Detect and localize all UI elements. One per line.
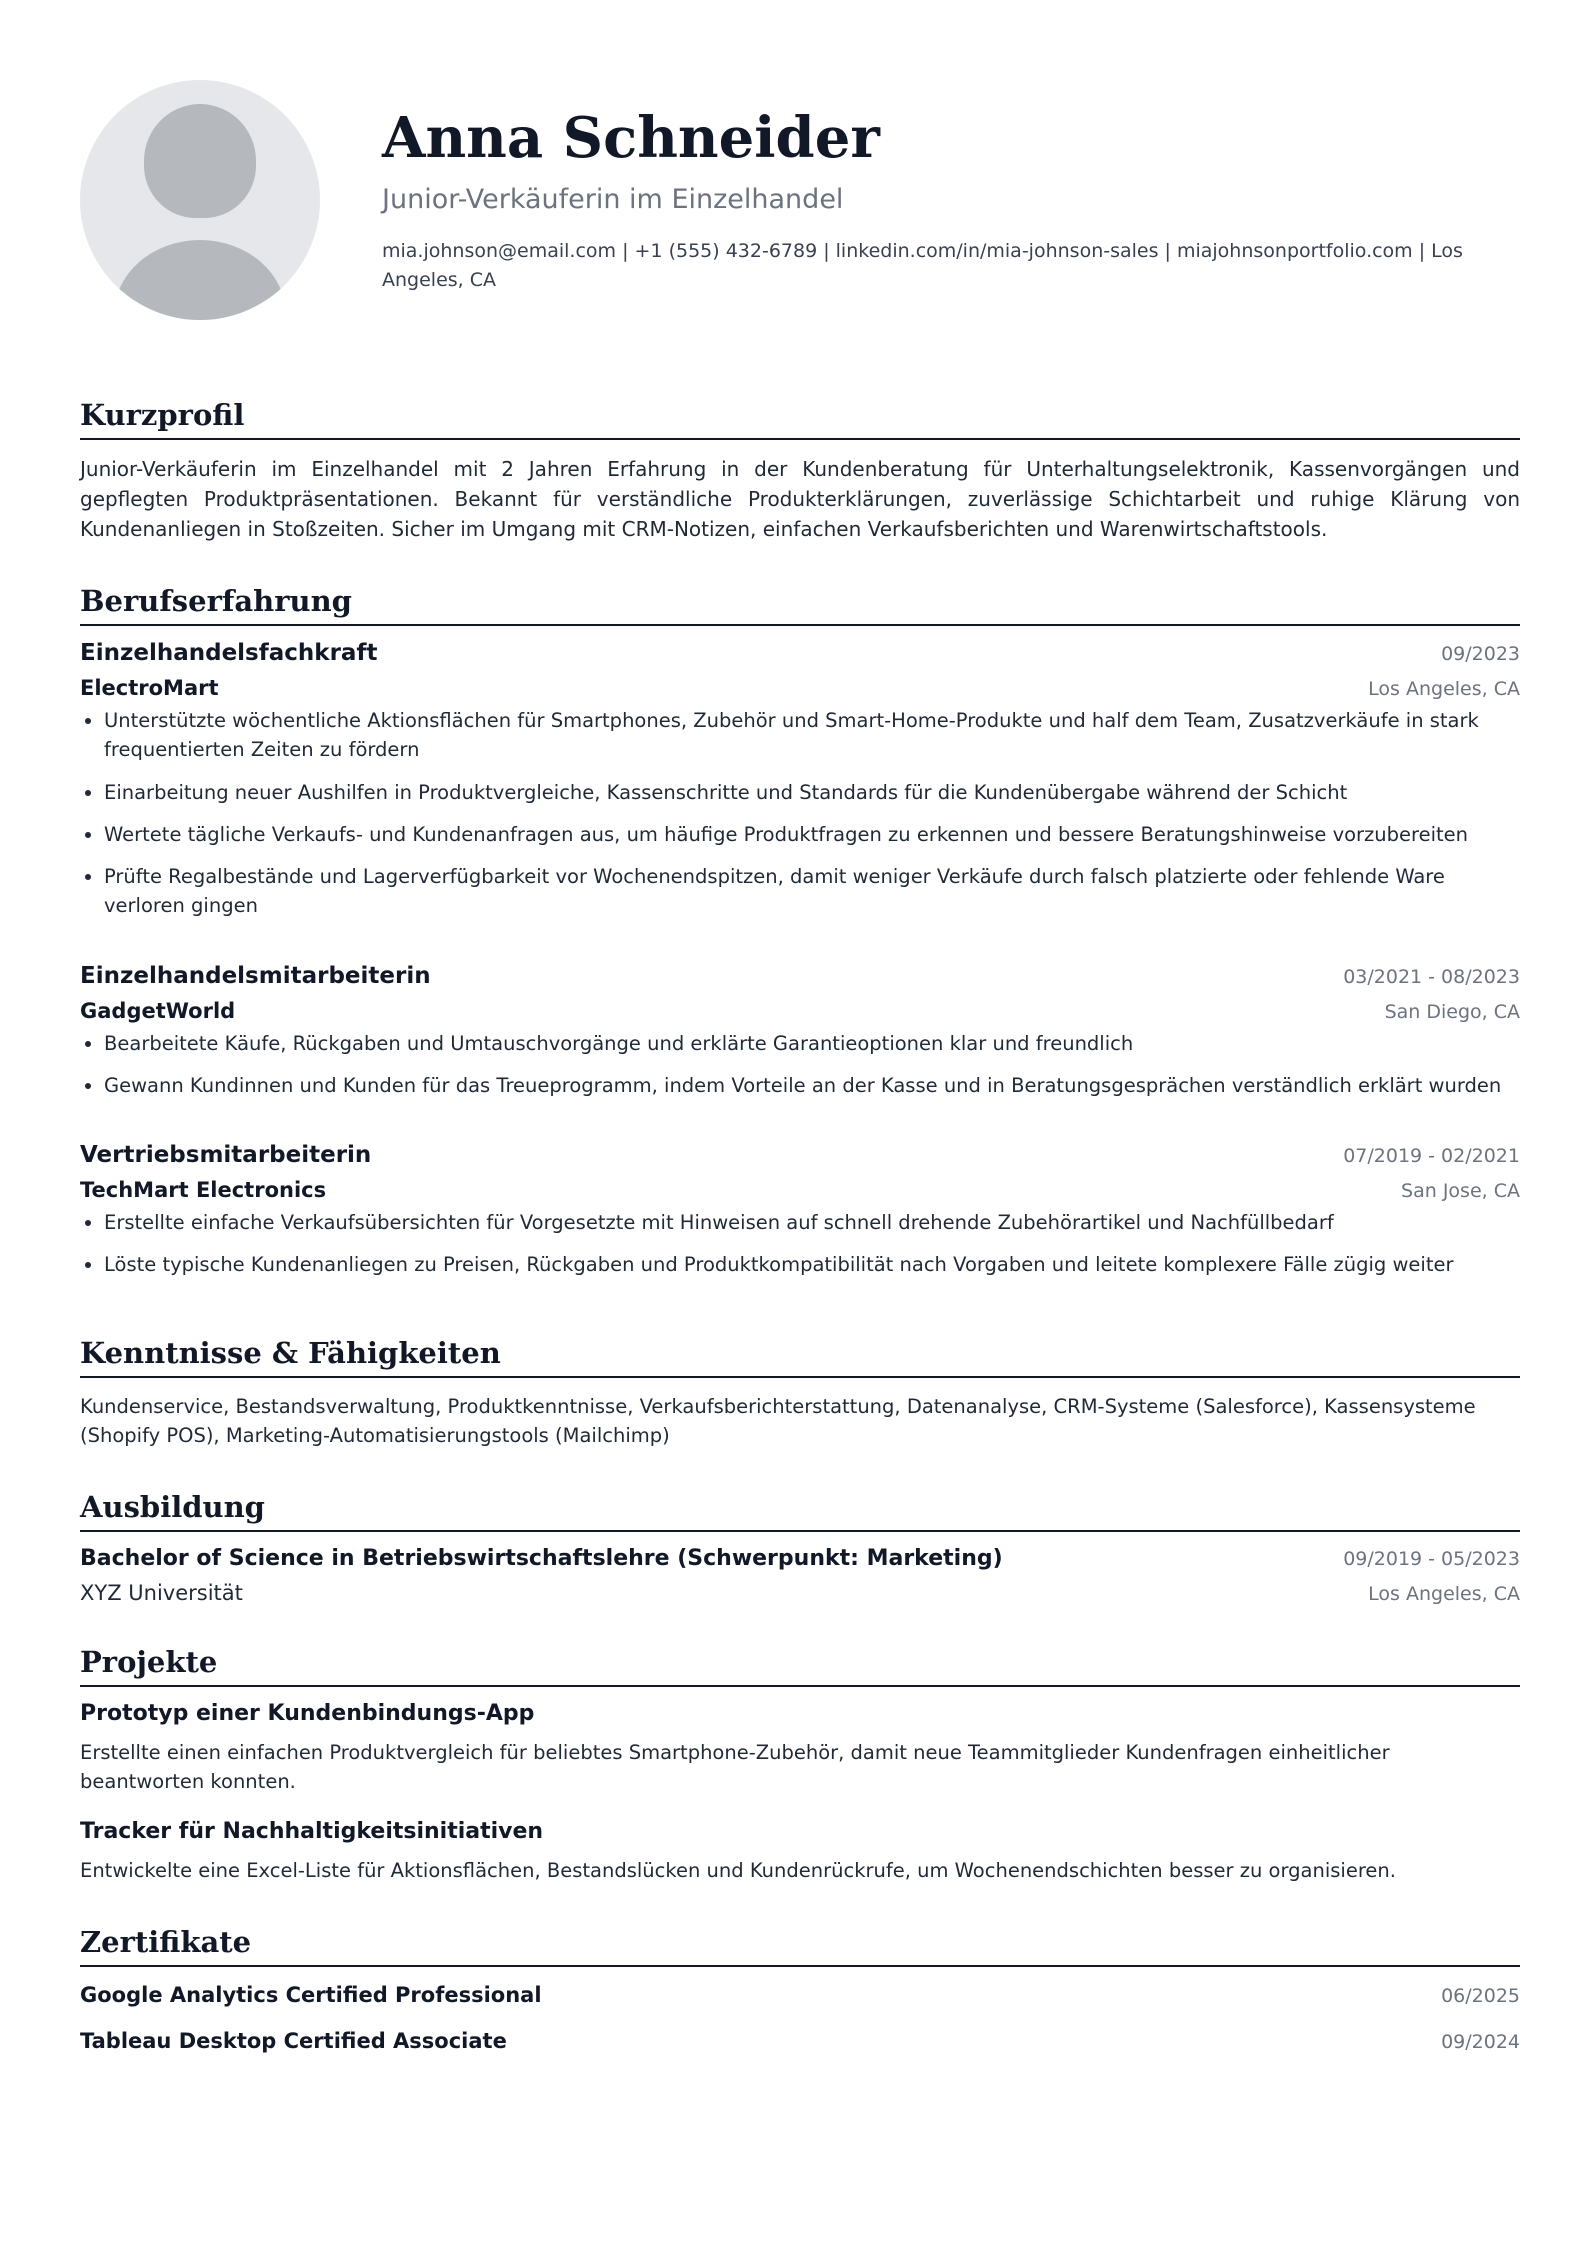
job-bullet: • Löste typische Kundenanliegen zu Preisen, Rückgaben und Produktkompatibilität nach Vorgaben und leitete komplexere Fälle zügig weiter bbox=[104, 1250, 1520, 1279]
section-title-summary: Kurzprofil bbox=[80, 398, 1520, 440]
section-experience bbox=[80, 584, 1520, 1280]
job-company-row bbox=[80, 1178, 1520, 1202]
section-projects bbox=[80, 1645, 1520, 1885]
certificate-row bbox=[80, 2029, 1520, 2053]
job-location: San Jose, CA bbox=[1401, 1180, 1520, 1202]
job-bullet: • Bearbeitete Käufe, Rückgaben und Umtauschvorgänge und erklärte Garantieoptionen klar und freundlich bbox=[104, 1029, 1520, 1058]
education-school-row bbox=[80, 1581, 1520, 1605]
education-school: XYZ Universität bbox=[80, 1581, 243, 1605]
job-date: 07/2019 - 02/2021 bbox=[1343, 1145, 1520, 1167]
job-header-row bbox=[80, 640, 1520, 666]
section-skills bbox=[80, 1336, 1520, 1451]
project-description: Erstellte einen einfachen Produktvergleich für beliebtes Smartphone-Zubehör, damit neue Teammitglieder Kundenfragen einheitlicher beantworten konnten. bbox=[80, 1741, 1390, 1794]
project-title: Prototyp einer Kundenbindungs-App bbox=[80, 1701, 535, 1726]
job-company-row bbox=[80, 999, 1520, 1023]
job-bullet: • Erstellte einfache Verkaufsübersichten für Vorgesetzte mit Hinweisen auf schnell drehende Zubehörartikel und Nachfüllbedarf bbox=[104, 1208, 1520, 1237]
job-entry bbox=[80, 640, 1520, 921]
skills-text: Kundenservice, Bestandsverwaltung, Produktkenntnisse, Verkaufsberichterstattung, Datenanalyse, CRM-Systeme (Salesforce), Kassensysteme (Shopify POS), Marketing-Automatisierungstools (Mailchimp) bbox=[80, 1394, 1476, 1447]
header-text bbox=[382, 106, 1520, 294]
job-bullet: • Prüfte Regalbestände und Lagerverfügbarkeit vor Wochenendspitzen, damit weniger Verkäufe durch falsch platzierte oder fehlende Ware verloren gingen bbox=[104, 862, 1520, 921]
certificate-date: 06/2025 bbox=[1441, 1984, 1520, 2007]
section-title-certificates: Zertifikate bbox=[80, 1925, 1520, 1967]
job-company-row bbox=[80, 676, 1520, 700]
resume-header bbox=[80, 80, 1520, 320]
contact-line: mia.johnson@email.com | +1 (555) 432-6789 | linkedin.com/in/mia-johnson-sales | miajohnsonportfolio.com | Los Angeles, CA bbox=[382, 240, 1463, 291]
job-entry bbox=[80, 1142, 1520, 1280]
avatar-placeholder-icon bbox=[80, 80, 320, 320]
job-location: Los Angeles, CA bbox=[1368, 678, 1520, 700]
job-title: Einzelhandelsfachkraft bbox=[80, 640, 378, 666]
job-company: GadgetWorld bbox=[80, 998, 236, 1023]
project-entry bbox=[80, 1701, 1520, 1797]
certificate-name: Tableau Desktop Certified Associate bbox=[80, 2028, 507, 2053]
job-bullet: • Unterstützte wöchentliche Aktionsflächen für Smartphones, Zubehör und Smart-Home-Produkte und half dem Team, Zusatzverkäufe in stark frequentierten Zeiten zu fördern bbox=[104, 706, 1520, 765]
job-header-row bbox=[80, 1142, 1520, 1168]
certificate-row bbox=[80, 1983, 1520, 2007]
summary-text: Junior-Verkäuferin im Einzelhandel mit 2 Jahren Erfahrung in der Kundenberatung für Unterhaltungselektronik, Kassenvorgängen und gepflegten Produktpräsentationen. Bekannt für verständliche Produkterklärungen, zuverlässige Schichtarbeit und ruhige Klärung von Kundenanliegen in Stoßzeiten. Sicher im Umgang mit CRM-Notizen, einfachen Verkaufsberichten und Warenwirtschaftstools. bbox=[80, 457, 1520, 541]
section-title-projects: Projekte bbox=[80, 1645, 1520, 1687]
avatar-head-shape bbox=[144, 104, 256, 218]
job-bullet: • Gewann Kundinnen und Kunden für das Treueprogramm, indem Vorteile an der Kasse und in Beratungsgesprächen verständlich erklärt wurden bbox=[104, 1071, 1520, 1100]
section-title-education: Ausbildung bbox=[80, 1490, 1520, 1532]
education-date: 09/2019 - 05/2023 bbox=[1343, 1548, 1520, 1570]
job-bullets bbox=[80, 1029, 1520, 1101]
job-entry bbox=[80, 963, 1520, 1101]
section-title-experience: Berufserfahrung bbox=[80, 584, 1520, 626]
job-title: Vertriebsmitarbeiterin bbox=[80, 1142, 372, 1168]
job-location: San Diego, CA bbox=[1384, 1000, 1520, 1023]
job-date: 09/2023 bbox=[1441, 643, 1520, 665]
job-company: TechMart Electronics bbox=[80, 1178, 327, 1202]
job-title: Einzelhandelsmitarbeiterin bbox=[80, 962, 431, 989]
candidate-name: Anna Schneider bbox=[382, 104, 880, 171]
section-education bbox=[80, 1490, 1520, 1605]
section-certificates bbox=[80, 1925, 1520, 2053]
project-description: Entwickelte eine Excel-Liste für Aktionsflächen, Bestandslücken und Kundenrückrufe, um Wochenendschichten besser zu organisieren. bbox=[80, 1858, 1396, 1882]
certificate-name: Google Analytics Certified Professional bbox=[80, 1982, 542, 2007]
candidate-title: Junior-Verkäuferin im Einzelhandel bbox=[382, 184, 844, 216]
project-entry bbox=[80, 1819, 1520, 1885]
job-bullet: • Wertete tägliche Verkaufs- und Kundenanfragen aus, um häufige Produktfragen zu erkennen und bessere Beratungshinweise vorzubereiten bbox=[104, 820, 1520, 849]
job-header-row bbox=[80, 963, 1520, 989]
education-header-row bbox=[80, 1546, 1520, 1571]
project-title: Tracker für Nachhaltigkeitsinitiativen bbox=[80, 1818, 544, 1844]
job-bullets bbox=[80, 706, 1520, 921]
section-summary bbox=[80, 398, 1520, 544]
job-date: 03/2021 - 08/2023 bbox=[1343, 965, 1520, 988]
education-location: Los Angeles, CA bbox=[1368, 1583, 1520, 1605]
education-degree: Bachelor of Science in Betriebswirtschaftslehre (Schwerpunkt: Marketing) bbox=[80, 1546, 1003, 1571]
section-title-skills: Kenntnisse & Fähigkeiten bbox=[80, 1336, 1520, 1378]
job-bullets bbox=[80, 1208, 1520, 1280]
job-company: ElectroMart bbox=[80, 676, 219, 700]
job-bullet: • Einarbeitung neuer Aushilfen in Produktvergleiche, Kassenschritte und Standards für die Kundenübergabe während der Schicht bbox=[104, 778, 1520, 807]
avatar-body-shape bbox=[114, 240, 286, 320]
certificate-date: 09/2024 bbox=[1441, 2030, 1520, 2053]
